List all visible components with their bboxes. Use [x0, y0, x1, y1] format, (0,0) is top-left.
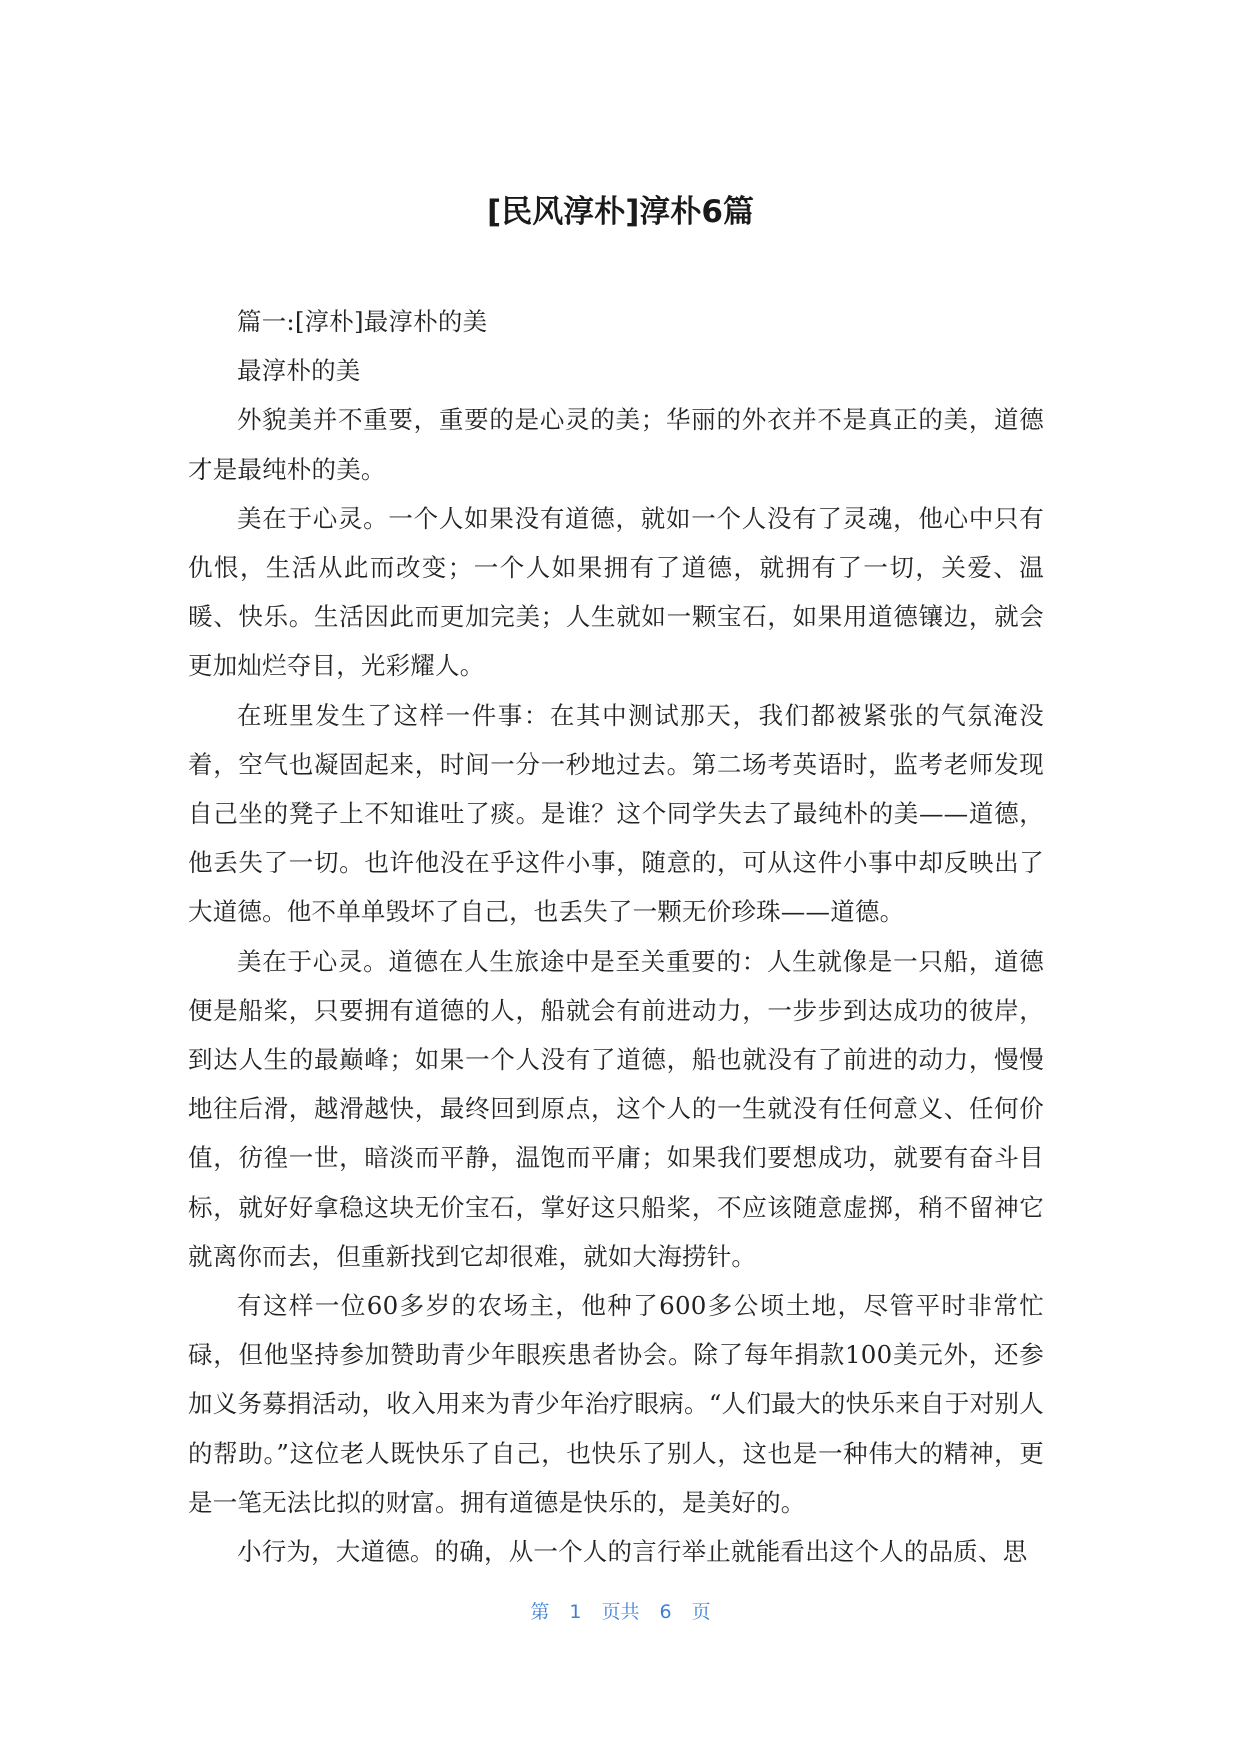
footer-label-of: 页共: [601, 1601, 640, 1623]
paragraph: 有这样一位60多岁的农场主，他种了600多公顷土地，尽管平时非常忙碌，但他坚持参加赞助青少年眼疾患者协会。除了每年捐款100美元外，还参加义务募捐活动，收入用来为青少年治疗眼病。“人们最大的快乐来自于对别人的帮助。”这位老人既快乐了自己，也快乐了别人，这也是一种伟大的精神，更是一笔无法比拟的财富。拥有道德是快乐的，是美好的。: [188, 1291, 1044, 1517]
paragraph: 美在于心灵。道德在人生旅途中是至关重要的：人生就像是一只船，道德便是船桨，只要拥有道德的人，船就会有前进动力，一步步到达成功的彼岸，到达人生的最巅峰；如果一个人没有了道德，船也就没有了前进的动力，慢慢地往后滑，越滑越快，最终回到原点，这个人的一生就没有任何意义、任何价值，彷徨一世，暗淡而平静，温饱而平庸；如果我们要想成功，就要有奋斗目标，就好好拿稳这块无价宝石，掌好这只船桨，不应该随意虚掷，稍不留神它就离你而去，但重新找到它却很难，就如大海捞针。: [188, 946, 1044, 1271]
footer-current-page: 1: [569, 1601, 582, 1623]
paragraph: 外貌美并不重要，重要的是心灵的美；华丽的外衣并不是真正的美，道德才是最纯朴的美。: [188, 405, 1044, 484]
paragraph-section-heading: 篇一:[淳朴]最淳朴的美: [237, 307, 488, 336]
paragraph: 美在于心灵。一个人如果没有道德，就如一个人没有了灵魂，他心中只有仇恨，生活从此而改变；一个人如果拥有了道德，就拥有了一切，关爱、温暖、快乐。生活因此而更加完美；人生就如一颗宝石，如果用道德镶边，就会更加灿烂夺目，光彩耀人。: [188, 503, 1044, 681]
document-body: [188, 297, 1044, 1576]
footer-total-pages: 6: [659, 1601, 672, 1623]
paragraph: 在班里发生了这样一件事：在其中测试那天，我们都被紧张的气氛淹没着，空气也凝固起来，时间一分一秒地过去。第二场考英语时，监考老师发现自己坐的凳子上不知谁吐了痰。是谁？这个同学失去了最纯朴的美——道德，他丢失了一切。也许他没在乎这件小事，随意的，可从这件小事中却反映出了大道德。他不单单毁坏了自己，也丢失了一颗无价珍珠——道德。: [188, 700, 1044, 927]
page-footer: [0, 1597, 1241, 1624]
paragraph-subtitle: 最淳朴的美: [237, 356, 361, 386]
footer-label-pages: 页: [691, 1601, 711, 1623]
footer-label-page: 第: [530, 1601, 550, 1623]
paragraph: 小行为，大道德。的确，从一个人的言行举止就能看出这个人的品质、思: [237, 1537, 1028, 1567]
document-title: [民风淳朴]淳朴6篇: [487, 194, 754, 230]
